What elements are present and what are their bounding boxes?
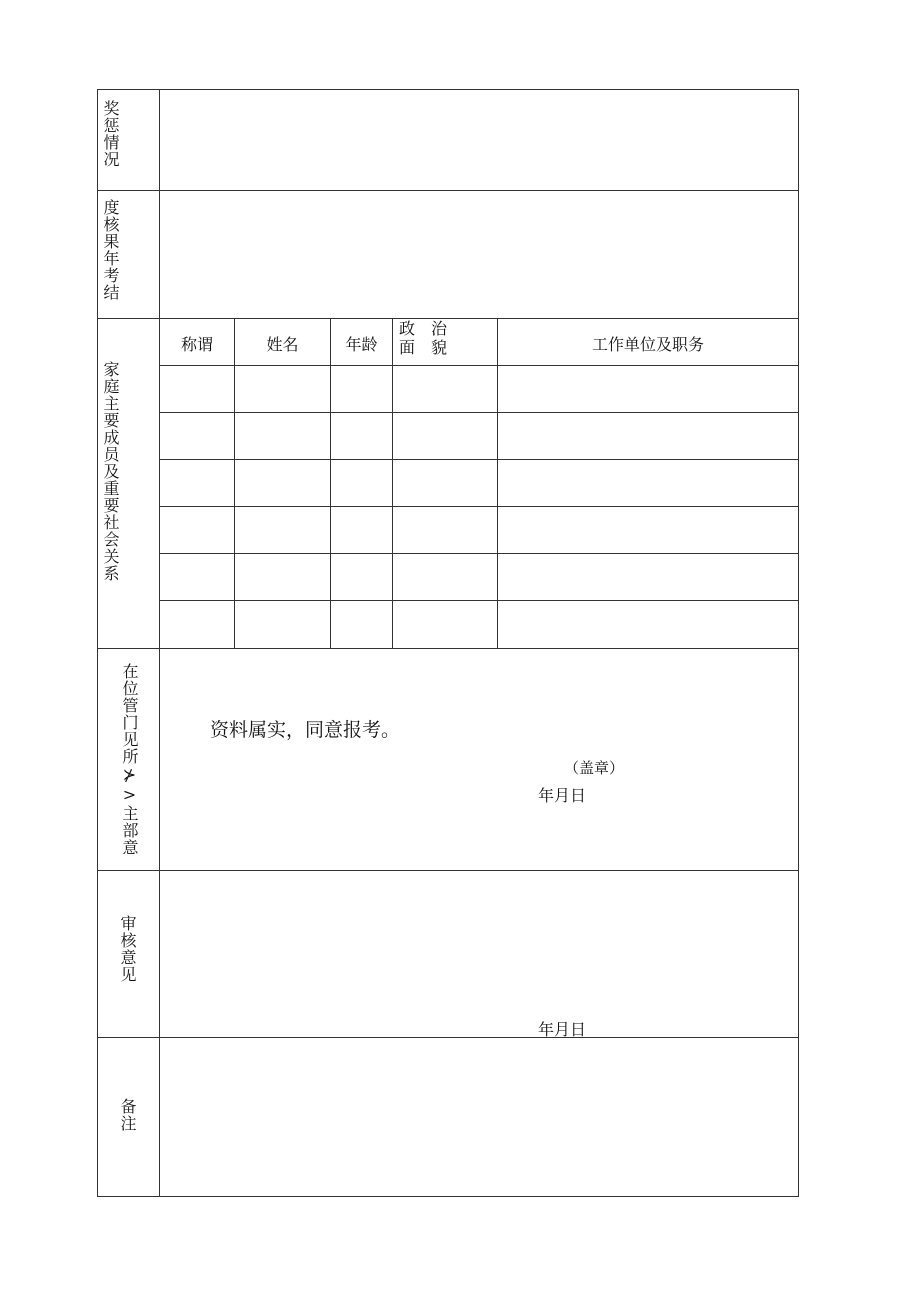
remarks-content-cell[interactable] xyxy=(159,1037,799,1197)
row-age-cell[interactable] xyxy=(330,600,393,649)
row-work-cell[interactable] xyxy=(497,600,799,649)
row-relation-cell[interactable] xyxy=(159,600,235,649)
row-name-cell[interactable] xyxy=(234,365,331,413)
row-work-cell[interactable] xyxy=(497,412,799,460)
row-age-cell[interactable] xyxy=(330,412,393,460)
rewards-content-cell[interactable] xyxy=(159,89,799,191)
row-relation-cell[interactable] xyxy=(159,506,235,554)
annual-review-content-cell[interactable] xyxy=(159,190,799,319)
row-work-cell[interactable] xyxy=(497,553,799,601)
row-political-cell[interactable] xyxy=(392,553,498,601)
row-political-cell[interactable] xyxy=(392,506,498,554)
family-header-political xyxy=(392,318,498,366)
application-form xyxy=(97,89,799,1197)
rewards-label: 奖惩情况 xyxy=(101,100,120,168)
row-work-cell[interactable] xyxy=(497,506,799,554)
review-opinion-content-cell[interactable] xyxy=(159,870,799,1038)
row-name-cell[interactable] xyxy=(234,459,331,507)
header-age-text: 年龄 xyxy=(345,335,378,354)
row-political-cell[interactable] xyxy=(392,459,498,507)
rewards-label-cell xyxy=(97,89,160,191)
row-name-cell[interactable] xyxy=(234,553,331,601)
review-opinion-label: 审核意见 xyxy=(118,915,137,983)
row-work-cell[interactable] xyxy=(497,459,799,507)
family-label-cell xyxy=(97,318,160,649)
unit-opinion-date: 年月日 xyxy=(538,786,587,805)
annual-review-label: 度核果年考结 xyxy=(101,199,120,301)
review-opinion-label-cell xyxy=(97,870,160,1038)
unit-opinion-label-cell xyxy=(97,648,160,871)
row-name-cell[interactable] xyxy=(234,600,331,649)
row-relation-cell[interactable] xyxy=(159,553,235,601)
annual-review-label-cell xyxy=(97,190,160,319)
family-header-name xyxy=(234,318,331,366)
remarks-label-cell xyxy=(97,1037,160,1197)
family-header-relation xyxy=(159,318,235,366)
row-relation-cell[interactable] xyxy=(159,412,235,460)
review-opinion-date: 年月日 xyxy=(538,1020,587,1039)
row-political-cell[interactable] xyxy=(392,600,498,649)
remarks-label: 备注 xyxy=(118,1098,137,1132)
row-relation-cell[interactable] xyxy=(159,365,235,413)
family-header-age xyxy=(330,318,393,366)
row-age-cell[interactable] xyxy=(330,553,393,601)
row-political-cell[interactable] xyxy=(392,412,498,460)
row-political-cell[interactable] xyxy=(392,365,498,413)
unit-opinion-seal: （盖章） xyxy=(564,759,625,777)
row-age-cell[interactable] xyxy=(330,459,393,507)
family-label: 家庭主要成员及重要社会关系 xyxy=(101,361,120,582)
header-relation-text: 称谓 xyxy=(180,335,213,354)
unit-opinion-content-cell[interactable] xyxy=(159,648,799,871)
row-name-cell[interactable] xyxy=(234,506,331,554)
unit-opinion-label: 在位管门见所⊁>主部意 xyxy=(120,663,139,856)
header-work-text: 工作单位及职务 xyxy=(591,335,704,354)
row-name-cell[interactable] xyxy=(234,412,331,460)
header-political-bottom: 面 貌 xyxy=(399,338,448,357)
row-age-cell[interactable] xyxy=(330,365,393,413)
family-header-work xyxy=(497,318,799,366)
header-name-text: 姓名 xyxy=(266,335,299,354)
row-age-cell[interactable] xyxy=(330,506,393,554)
unit-opinion-statement: 资料属实，同意报考。 xyxy=(210,719,401,741)
header-political-top: 政 治 xyxy=(399,319,448,338)
row-relation-cell[interactable] xyxy=(159,459,235,507)
row-work-cell[interactable] xyxy=(497,365,799,413)
